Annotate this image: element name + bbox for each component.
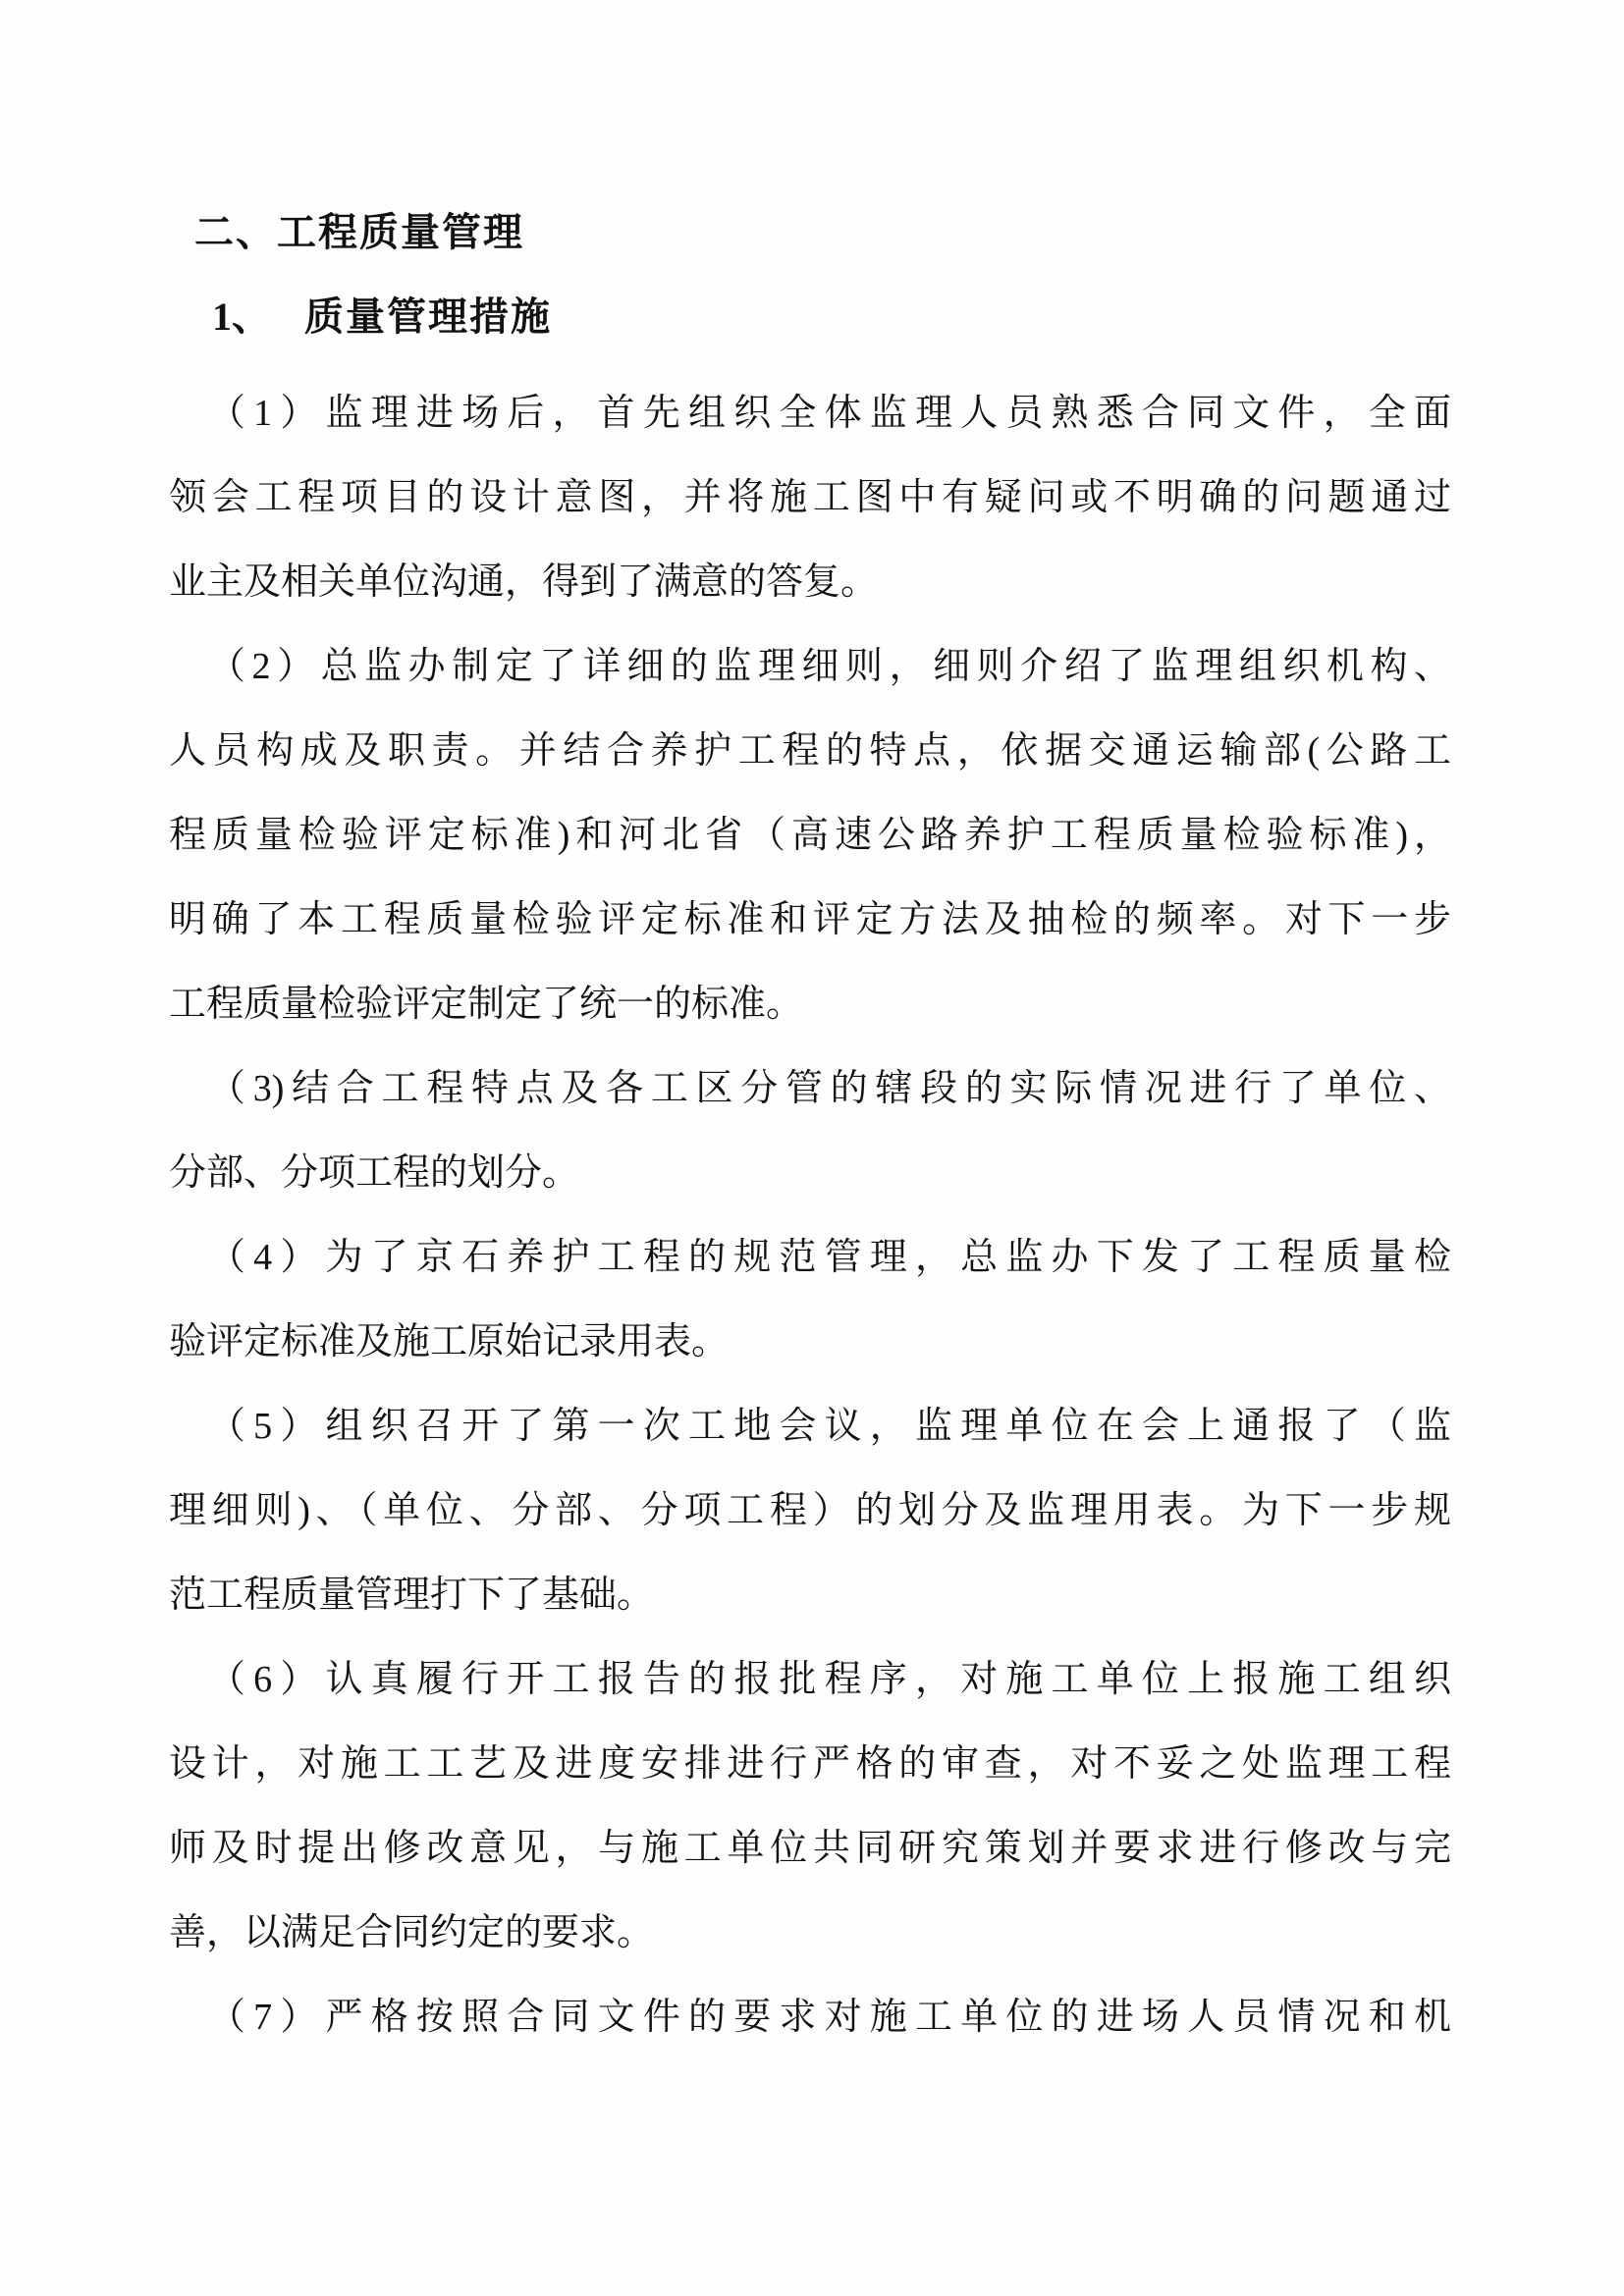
section-label: 质量管理措施 <box>304 294 552 339</box>
paragraph-4 <box>169 1215 1451 1384</box>
text-line: （7）严格按照合同文件的要求对施工单位的进场人员情况和机 <box>208 1997 1451 2038</box>
text-line: 明确了本工程质量检验评定标准和评定方法及抽检的频率。对下一步 <box>169 899 1451 940</box>
document-title: 二、工程质量管理 <box>194 210 524 254</box>
paragraph-2 <box>169 624 1451 1046</box>
paragraph-3 <box>169 1046 1451 1215</box>
text-line: 人员构成及职责。并结合养护工程的特点，依据交通运输部(公路工 <box>169 730 1451 772</box>
text-line: （5）组织召开了第一次工地会议，监理单位在会上通报了（监 <box>208 1406 1451 1447</box>
paragraph-5 <box>169 1384 1451 1637</box>
text-line: 善，以满足合同约定的要求。 <box>169 1912 655 1953</box>
text-line: （4）为了京石养护工程的规范管理，总监办下发了工程质量检 <box>208 1237 1451 1278</box>
text-line: 分部、分项工程的划分。 <box>169 1152 580 1194</box>
paragraph-1 <box>169 371 1451 624</box>
text-line: 范工程质量管理打下了基础。 <box>169 1575 655 1616</box>
text-line: 验评定标准及施工原始记录用表。 <box>169 1321 730 1362</box>
text-line: 师及时提出修改意见，与施工单位共同研究策划并要求进行修改与完 <box>169 1828 1451 1869</box>
document-body <box>169 371 1451 2059</box>
text-line: 设计，对施工工艺及进度安排进行严格的审查，对不妥之处监理工程 <box>169 1743 1451 1785</box>
paragraph-6 <box>169 1637 1451 1975</box>
section-number: 1、 <box>212 294 271 339</box>
text-line: 业主及相关单位沟通，得到了满意的答复。 <box>169 561 879 603</box>
text-line: 程质量检验评定标准)和河北省（高速公路养护工程质量检验标准)， <box>169 815 1451 856</box>
section-heading <box>212 275 1451 359</box>
text-line: （1）监理进场后，首先组织全体监理人员熟悉合同文件，全面 <box>208 393 1451 434</box>
text-line: （6）认真履行开工报告的报批程序，对施工单位上报施工组织 <box>208 1659 1451 1700</box>
text-line: 工程质量检验评定制定了统一的标准。 <box>169 984 804 1025</box>
text-line: （2）总监办制定了详细的监理细则，细则介绍了监理组织机构、 <box>208 646 1451 687</box>
paragraph-7 <box>169 1975 1451 2059</box>
text-line: 领会工程项目的设计意图，并将施工图中有疑问或不明确的问题通过 <box>169 477 1451 518</box>
text-line: （3)结合工程特点及各工区分管的辖段的实际情况进行了单位、 <box>208 1068 1451 1109</box>
text-line: 理细则)、（单位、分部、分项工程）的划分及监理用表。为下一步规 <box>169 1490 1451 1531</box>
